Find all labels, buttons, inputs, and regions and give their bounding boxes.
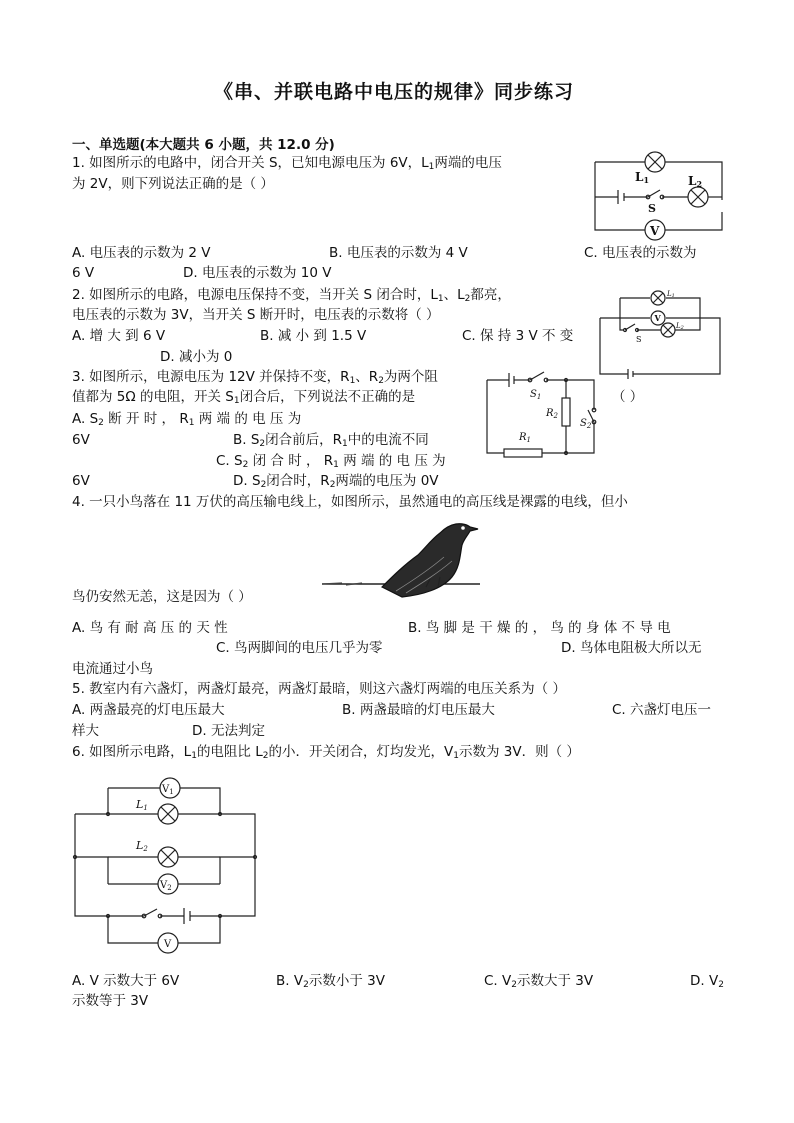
svg-text:S1: $S_1$	[530, 389, 542, 401]
q4-option-c[interactable]: C. 鸟两脚间的电压几乎为零	[216, 640, 383, 656]
q6-option-d[interactable]: D. $V_2$	[690, 973, 724, 990]
q1-circuit-diagram	[590, 150, 730, 242]
q1-stem-line2: 为 2V，则下列说法正确的是（ ）	[72, 176, 274, 192]
q3-stem-line1: 3. 如图所示，电源电压为 12V 并保持不变，$R_1$、$R_2$为两个阻	[72, 369, 438, 386]
q3-stem-line2: 值都为 5Ω 的电阻，开关 $S_1$闭合后，下列说法不正确的是	[72, 389, 416, 406]
q3-option-d[interactable]: D. $S_2$闭合时，$R_2$两端的电压为 0V	[233, 473, 439, 490]
page-title: 《串、并联电路中电压的规律》同步练习	[214, 81, 575, 103]
q4-option-d[interactable]: D. 鸟体电阻极大所以无	[561, 640, 702, 656]
q4-stem-line2: 鸟仍安然无恙，这是因为（ ）	[72, 589, 252, 605]
q3-option-b[interactable]: B. $S_2$闭合前后，$R_1$中的电流不同	[233, 432, 429, 449]
q3-answer-paren: （ ）	[612, 389, 644, 405]
q1-stem-line1: 1. 如图所示的电路中，闭合开关 S，已知电源电压为 6V，$L_1$两端的电压	[72, 155, 502, 172]
svg-text:S: S	[648, 202, 656, 215]
q3-option-a-cont: 6V	[72, 432, 90, 448]
q2-option-b[interactable]: B. 减 小 到 1.5 V	[260, 328, 367, 344]
q1-option-b[interactable]: B. 电压表的示数为 4 V	[329, 245, 468, 261]
svg-text:L2: L2	[676, 322, 684, 331]
svg-text:V: V	[650, 224, 660, 238]
svg-text:S: S	[636, 335, 642, 344]
q1-option-a[interactable]: A. 电压表的示数为 2 V	[72, 245, 211, 261]
q3-option-c-cont: 6V	[72, 473, 90, 489]
q6-circuit-diagram	[72, 770, 262, 956]
q5-option-b[interactable]: B. 两盏最暗的灯电压最大	[342, 702, 495, 718]
q1-option-c[interactable]: C. 电压表的示数为	[584, 245, 697, 261]
q2-circuit-diagram	[598, 290, 722, 376]
q1-option-c-cont: 6 V	[72, 265, 95, 281]
q4-option-d-cont: 电流通过小鸟	[72, 661, 153, 677]
q3-circuit-diagram	[484, 370, 598, 462]
q2-option-a[interactable]: A. 增 大 到 6 V	[72, 328, 166, 344]
svg-text:L1: L1	[635, 170, 650, 185]
q6-option-d-cont: 示数等于 3V	[72, 993, 149, 1009]
q5-option-c-cont: 样大	[72, 723, 99, 739]
q4-stem-line1: 4. 一只小鸟落在 11 万伏的高压输电线上，如图所示，虽然通电的高压线是裸露的电线，但小	[72, 494, 628, 510]
q4-option-b[interactable]: B. 鸟 脚 是 干 燥 的 ， 鸟 的 身 体 不 导 电	[408, 620, 671, 636]
q5-option-d[interactable]: D. 无法判定	[192, 723, 265, 739]
q6-option-b[interactable]: B. $V_2$示数小于 3V	[276, 973, 385, 990]
svg-text:L2: L2	[688, 174, 703, 189]
q6-stem: 6. 如图所示电路，$L_1$的电阻比 $L_2$的小．开关闭合，灯均发光，$V_1$示数为 3V．则（ ）	[72, 744, 580, 761]
q6-option-c[interactable]: C. $V_2$示数大于 3V	[484, 973, 594, 990]
q4-bird-illustration	[322, 517, 482, 601]
svg-text:L1: L1	[667, 290, 675, 299]
q5-stem: 5. 教室内有六盏灯，两盏灯最亮，两盏灯最暗，则这六盏灯两端的电压关系为（ ）	[72, 681, 566, 697]
q6-option-a[interactable]: A. V 示数大于 6V	[72, 973, 180, 989]
svg-text:S2: $S_2$	[580, 418, 592, 430]
q4-option-a[interactable]: A. 鸟 有 耐 高 压 的 天 性	[72, 620, 228, 636]
q2-stem-line1: 2. 如图所示的电路，电源电压保持不变，当开关 S 闭合时，$L_1$、$L_2$都亮，	[72, 287, 511, 304]
svg-text:V: V	[164, 939, 172, 950]
q2-stem-line2: 电压表的示数为 3V，当开关 S 断开时，电压表的示数将（ ）	[72, 307, 440, 323]
svg-text:L1: L1	[136, 798, 148, 812]
q5-option-c[interactable]: C. 六盏灯电压一	[612, 702, 712, 718]
q2-option-c[interactable]: C. 保 持 3 V 不 变	[462, 328, 574, 344]
q5-option-a[interactable]: A. 两盏最亮的灯电压最大	[72, 702, 225, 718]
q1-option-d[interactable]: D. 电压表的示数为 10 V	[183, 265, 332, 281]
svg-text:R1: $R_1$	[519, 432, 531, 444]
svg-text:V2: $V_2$	[160, 880, 172, 892]
svg-text:R2: $R_2$	[546, 408, 558, 420]
q3-option-a[interactable]: A. $S_2$ 断 开 时 ， $R_1$ 两 端 的 电 压 为	[72, 411, 302, 428]
svg-text:V: V	[654, 313, 661, 323]
q2-option-d[interactable]: D. 减小为 0	[160, 349, 233, 365]
svg-text:L2: L2	[136, 839, 148, 853]
q3-option-c[interactable]: C. $S_2$ 闭 合 时 ， $R_1$ 两 端 的 电 压 为	[216, 453, 446, 470]
svg-text:V1: $V_1$	[162, 784, 174, 796]
section-header: 一、单选题(本大题共 6 小题，共 12.0 分)	[72, 137, 335, 153]
